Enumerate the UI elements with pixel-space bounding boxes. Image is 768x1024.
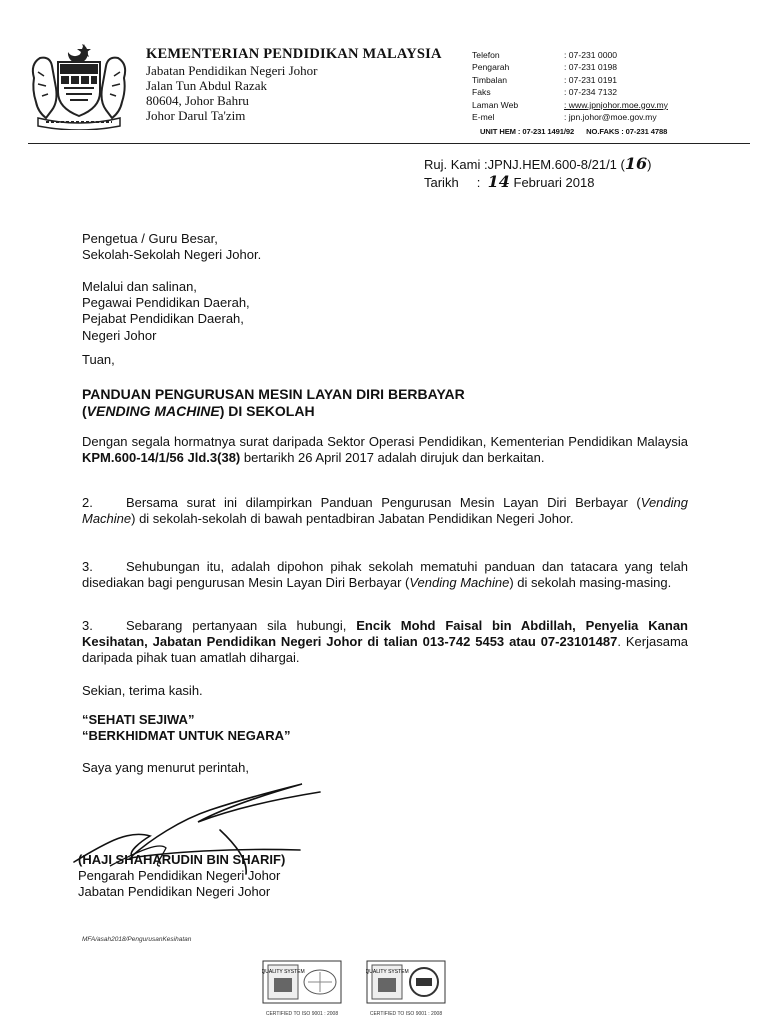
certification-text: CERTIFIED TO ISO 9001 : 2008 [265, 1011, 339, 1017]
unit-hem: UNIT HEM : 07-231 1491/92 [480, 127, 575, 136]
para-bold-ref: KPM.600-14/1/56 Jld.3(38) [82, 450, 241, 466]
website-link[interactable]: : www.jpnjohor.moe.gov.my [564, 99, 668, 110]
badge-text: QUALITY SYSTEM [262, 969, 305, 975]
para-text: bertarikh 26 April 2017 adalah dirujuk dan berkaitan. [240, 450, 545, 466]
contact-value: : 07-231 0000 [564, 50, 618, 60]
address-line: 80604, Johor Bahru [146, 93, 249, 108]
tarikh-rest: Februari 2018 [513, 175, 595, 190]
para-italic: Vending Machine [82, 495, 688, 527]
closing: Sekian, terima kasih. [82, 683, 203, 698]
ruj-value: JPNJ.HEM.600-8/21/1 ( [487, 157, 625, 172]
address-line: Jalan Tun Abdul Razak [146, 78, 267, 93]
badge-text: QUALITY SYSTEM [366, 969, 409, 975]
quality-system-icon [366, 960, 446, 1004]
tarikh-label: Tarikh [424, 175, 459, 190]
para-number: 3. [82, 618, 93, 633]
ruj-handwritten: 16 [624, 154, 648, 173]
recipient-block [82, 231, 688, 263]
para-bold-contact: Encik Mohd Faisal bin Abdillah, Penyelia Kanan Kesihatan, Jabatan Pendidikan Negeri Johor di talian 013-742 5453 atau 07-23101487 [82, 618, 689, 650]
para-text: Sebarang pertanyaan sila hubungi, [126, 618, 357, 633]
quality-certification-badge [366, 960, 446, 1016]
address-line: Jabatan Pendidikan Negeri Johor [146, 63, 318, 78]
subject-italic: VENDING MACHINE [86, 403, 220, 419]
contact-label: E-mel [472, 112, 495, 123]
reference-line [424, 155, 651, 173]
contact-row [472, 49, 668, 61]
tarikh-sep: : [476, 175, 481, 190]
organization-block [146, 46, 442, 123]
date-line [424, 173, 651, 191]
motto-block [82, 712, 688, 744]
contact-value: : 07-231 0198 [564, 62, 618, 73]
para-number: 2. [82, 495, 93, 510]
quality-system-icon [262, 960, 342, 1004]
para-text: Bersama surat ini dilampirkan Panduan Pengurusan Mesin Layan Diri Berbayar ( [126, 495, 641, 510]
signer-title: Pengarah Pendidikan Negeri Johor [78, 868, 281, 883]
certification-text: CERTIFIED TO ISO 9001 : 2008 [369, 1011, 443, 1017]
malaysia-coat-of-arms-icon [24, 38, 134, 130]
para-text: . Kerjasama daripada pihak tuan amatlah dihargai. [82, 634, 688, 666]
reference-block [424, 155, 651, 191]
no-faks: NO.FAKS : 07-231 4788 [586, 127, 668, 136]
contact-row [472, 74, 668, 86]
file-code: MFA/asah2018/PengurusanKesihatan [82, 936, 192, 943]
contact-label: Pengarah [472, 62, 510, 73]
contact-row [472, 61, 668, 73]
subject-heading [82, 386, 465, 420]
paragraph-3 [82, 559, 688, 591]
address-line: Johor Darul Ta'zim [146, 108, 246, 123]
unit-line [480, 127, 667, 136]
recipient-line: Pengetua / Guru Besar, [82, 231, 218, 246]
yours-faithfully: Saya yang menurut perintah, [82, 760, 249, 775]
signer-department: Jabatan Pendidikan Negeri Johor [78, 884, 271, 899]
copy-to-line: Negeri Johor [82, 327, 157, 343]
paragraph-2 [82, 495, 688, 527]
paragraph-1 [82, 434, 688, 466]
para-text: Sehubungan itu, adalah dipohon pihak sekolah mematuhi panduan dan tatacara yang telah disediakan bagi pengurusan Mesin Layan Diri Berbayar ( [82, 559, 688, 591]
contact-label: Faks [472, 87, 491, 98]
motto-line: “SEHATI SEJIWA” [82, 712, 195, 727]
letterhead-divider [28, 143, 750, 144]
ruj-close: ) [647, 157, 652, 172]
signer-block [78, 852, 285, 900]
copy-to-block [82, 279, 688, 344]
copy-to-line: Melalui dan salinan, [82, 279, 197, 294]
para-text: ) di sekolah masing-masing. [509, 575, 672, 591]
contact-block [472, 49, 668, 123]
contact-value: : 07-231 0191 [564, 74, 618, 85]
email-link[interactable]: : jpn.johor@moe.gov.my [564, 112, 657, 123]
para-number: 3. [82, 559, 93, 574]
ministry-name: KEMENTERIAN PENDIDIKAN MALAYSIA [146, 46, 442, 62]
contact-label: Timbalan [472, 74, 508, 85]
salutation: Tuan, [82, 352, 115, 367]
copy-to-line: Pegawai Pendidikan Daerah, [82, 295, 250, 311]
para-italic: Vending Machine [409, 575, 510, 591]
contact-row [472, 99, 668, 111]
contact-value: : 07-234 7132 [564, 87, 618, 98]
paragraph-4 [82, 618, 688, 667]
contact-row [472, 86, 668, 98]
contact-label: Telefon [472, 50, 500, 60]
subject-line [82, 403, 465, 420]
contact-label: Laman Web [472, 99, 519, 110]
motto-line: “BERKHIDMAT UNTUK NEGARA” [82, 728, 291, 744]
subject-line: PANDUAN PENGURUSAN MESIN LAYAN DIRI BERBAYAR [82, 386, 465, 402]
subject-rest: ) DI SEKOLAH [219, 403, 315, 419]
copy-to-line: Pejabat Pendidikan Daerah, [82, 311, 244, 327]
contact-row [472, 111, 668, 123]
para-text: ) di sekolah-sekolah di bawah pentadbiran Jabatan Pendidikan Negeri Johor. [131, 511, 574, 527]
recipient-line: Sekolah-Sekolah Negeri Johor. [82, 247, 262, 263]
tarikh-day-handwritten: 14 [487, 172, 510, 191]
ruj-label: Ruj. Kami : [424, 157, 488, 172]
subject-paren: ( [82, 403, 87, 419]
quality-certification-badge [262, 960, 342, 1016]
signer-name: (HAJI SHAHARUDIN BIN SHARIF) [78, 852, 286, 867]
para-text: Dengan segala hormatnya surat daripada Sektor Operasi Pendidikan, Kementerian Pendidikan Malaysia [82, 434, 688, 449]
